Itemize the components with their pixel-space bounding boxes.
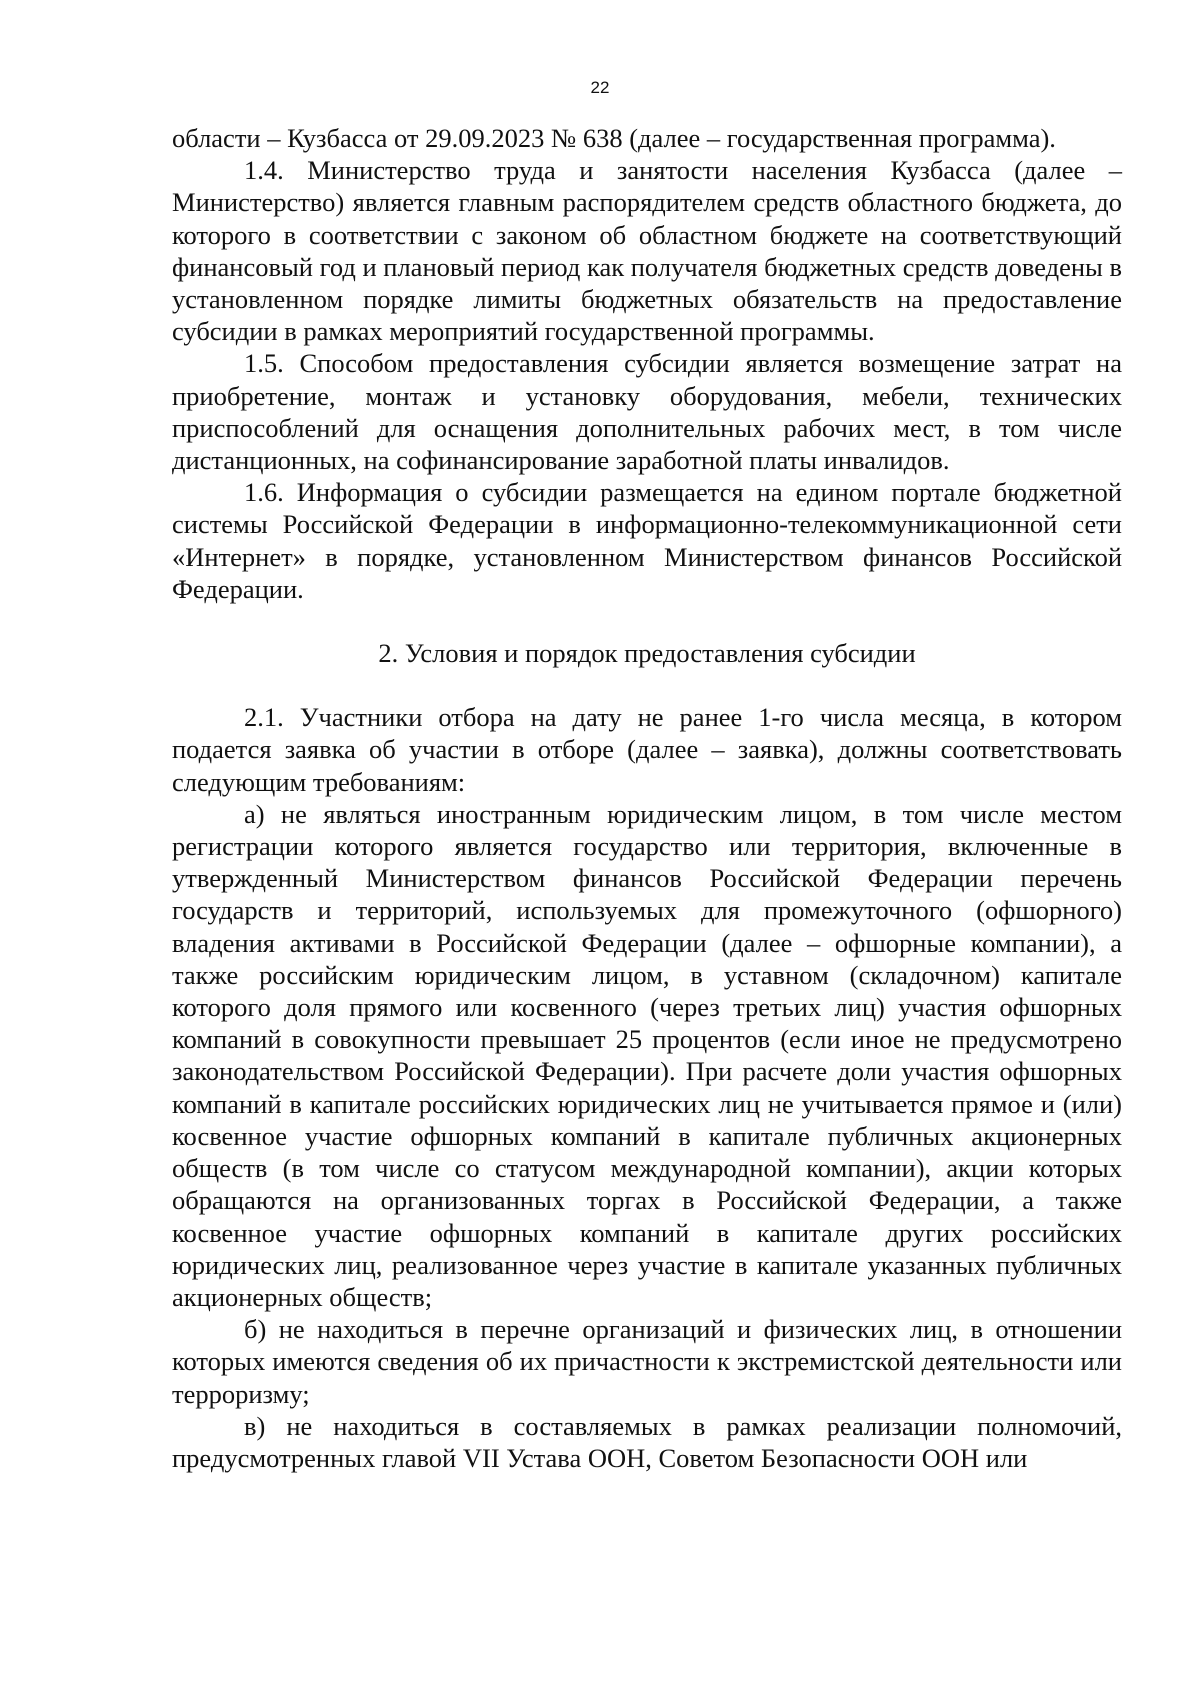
- section-2-heading: 2. Условия и порядок предоставления субсидии: [378, 638, 916, 669]
- paragraph-1-4: 1.4. Министерство труда и занятости населения Кузбасса (далее – Министерство) является главным распорядителем средств областного бюджета, до которого в соответствии с законом об областном бюджете на соответствующий финансовый год и плановый период как получателя бюджетных средств доведены в установленном порядке лимиты бюджетных обязательств на предоставление субсидии в рамках мероприятий государственной программы.: [172, 155, 1122, 347]
- paragraph-1-6: 1.6. Информация о субсидии размещается на едином портале бюджетной системы Российской Федерации в информационно-телекоммуникационной сети «Интернет» в порядке, установленном Министерством финансов Российской Федерации.: [172, 477, 1122, 604]
- paragraph-2-1: 2.1. Участники отбора на дату не ранее 1-го числа месяца, в котором подается заявка об участии в отборе (далее – заявка), должны соответствовать следующим требованиям:: [172, 702, 1122, 797]
- paragraph-2-1-b: б) не находиться в перечне организаций и физических лиц, в отношении которых имеются сведения об их причастности к экстремистской деятельности или терроризму;: [172, 1314, 1122, 1409]
- paragraph-continuation: области – Кузбасса от 29.09.2023 № 638 (далее – государственная программа).: [172, 123, 1056, 153]
- page-number: 22: [590, 78, 610, 97]
- paragraph-1-5: 1.5. Способом предоставления субсидии является возмещение затрат на приобретение, монтаж и установку оборудования, мебели, технических приспособлений для оснащения дополнительных рабочих мест, в том числе дистанционных, на софинансирование заработной платы инвалидов.: [172, 348, 1122, 476]
- paragraph-2-1-v: в) не находиться в составляемых в рамках реализации полномочий, предусмотренных главой VII Устава ООН, Советом Безопасности ООН или: [172, 1410, 1122, 1473]
- paragraph-2-1-a: а) не являться иностранным юридическим лицом, в том числе местом регистрации которого является государство или территория, включенные в утвержденный Министерством финансов Российской Федерации перечень государств и территорий, используемых для промежуточного (офшорного) владения активами в Российской Федерации (далее – офшорные компании), а также российским юридическим лицом, в уставном (складочном) капитале которого доля прямого или косвенного (через третьих лиц) участия офшорных компаний в совокупности превышает 25 процентов (если иное не предусмотрено законодательством Российской Федерации). При расчете доли участия офшорных компаний в капитале российских юридических лиц не учитывается прямое и (или) косвенное участие офшорных компаний в капитале публичных акционерных обществ (в том числе со статусом международной компании), акции которых обращаются на организованных торгах в Российской Федерации, а также косвенное участие офшорных компаний в капитале других российских юридических лиц, реализованное через участие в капитале указанных публичных акционерных обществ;: [172, 798, 1122, 1312]
- document-body: [172, 122, 1122, 1474]
